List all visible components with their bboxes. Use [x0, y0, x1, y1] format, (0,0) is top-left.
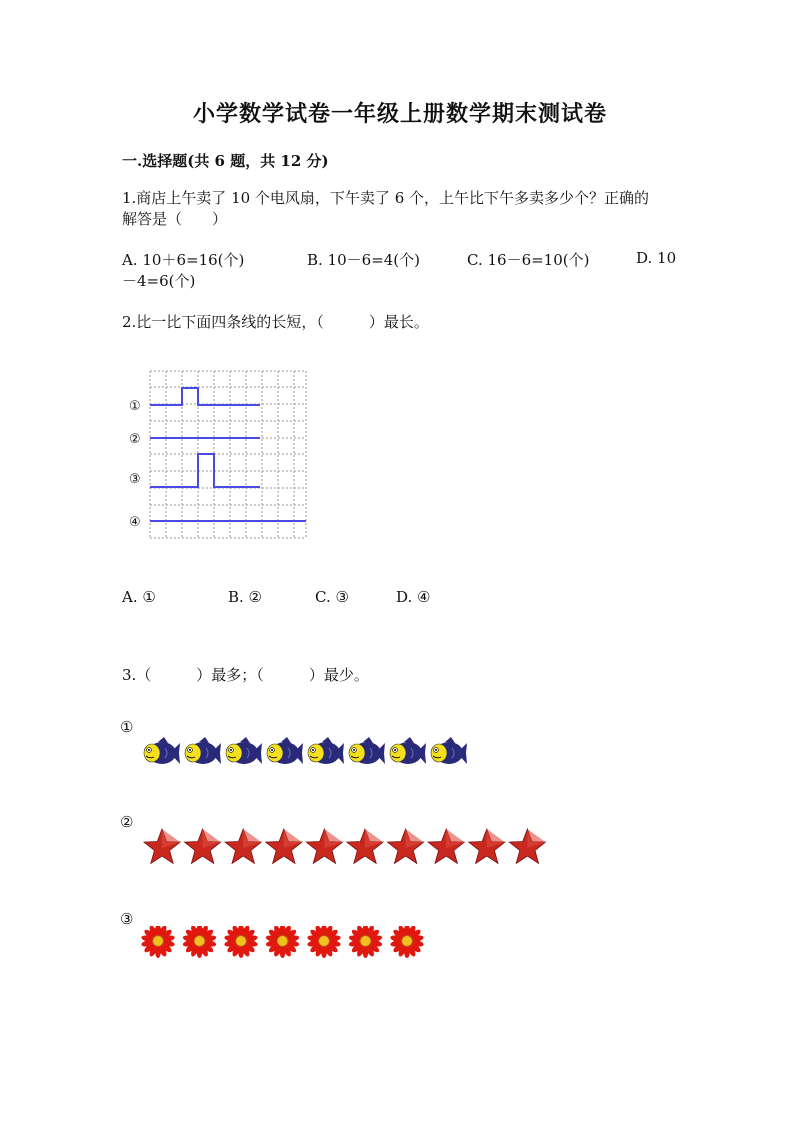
flower-icon: [348, 926, 382, 958]
fish-icon: [390, 737, 426, 764]
flower-group: [138, 926, 438, 958]
question-1-text-cont: 解答是（ ）: [122, 210, 228, 228]
q2-option-a: A. ①: [122, 588, 156, 606]
star-icon: [428, 829, 464, 863]
flower-icon: [390, 926, 424, 958]
row-label-2: ②: [120, 813, 134, 831]
line-label-1: ①: [129, 399, 141, 414]
q1-option-d: D. 10: [636, 249, 677, 267]
fish-group: [142, 736, 482, 770]
question-2-text: 2.比一比下面四条线的长短，（ ）最长。: [122, 313, 429, 331]
star-icon: [185, 829, 221, 863]
star-icon: [144, 829, 180, 863]
fish-icon: [144, 737, 180, 764]
star-icon: [388, 829, 424, 863]
q2-option-d: D. ④: [396, 588, 431, 606]
fish-row: [142, 736, 482, 770]
fish-icon: [185, 737, 221, 764]
flower-icon: [141, 926, 175, 958]
line-label-2: ②: [129, 432, 141, 447]
star-icon: [306, 829, 342, 863]
row-label-1: ①: [120, 718, 134, 736]
line-label-3: ③: [129, 472, 141, 487]
q1-option-c: C. 16－6=10(个): [467, 251, 590, 269]
q1-option-d-cont: －4=6(个): [122, 272, 196, 290]
question-1-text: 1.商店上午卖了 10 个电风扇，下午卖了 6 个，上午比下午多卖多少个？正确的: [122, 189, 650, 207]
fish-icon: [308, 737, 344, 764]
section-heading: 一.选择题(共 6 题，共 12 分): [122, 152, 329, 170]
line-label-4: ④: [129, 515, 141, 530]
line-comparison-figure: [128, 368, 313, 543]
fish-icon: [267, 737, 303, 764]
star-row: [142, 826, 562, 868]
page-title: 小学数学试卷一年级上册数学期末测试卷: [192, 101, 607, 127]
star-icon: [266, 829, 302, 863]
flower-icon: [224, 926, 258, 958]
flower-row: [138, 926, 438, 958]
q2-option-b: B. ②: [228, 588, 263, 606]
flower-icon: [265, 926, 299, 958]
dotted-grid: [150, 371, 306, 538]
star-group: [142, 826, 562, 868]
q1-option-a: A. 10＋6=16(个): [122, 251, 245, 269]
row-label-3: ③: [120, 910, 134, 928]
fish-icon: [431, 737, 467, 764]
star-icon: [469, 829, 505, 863]
fish-icon: [349, 737, 385, 764]
flower-icon: [182, 926, 216, 958]
star-icon: [225, 829, 261, 863]
q1-option-b: B. 10－6=4(个): [307, 251, 421, 269]
q2-option-c: C. ③: [315, 588, 349, 606]
flower-icon: [307, 926, 341, 958]
question-3-text: 3.（ ）最多；（ ）最少。: [122, 666, 369, 684]
fish-icon: [226, 737, 262, 764]
star-icon: [509, 829, 545, 863]
star-icon: [347, 829, 383, 863]
